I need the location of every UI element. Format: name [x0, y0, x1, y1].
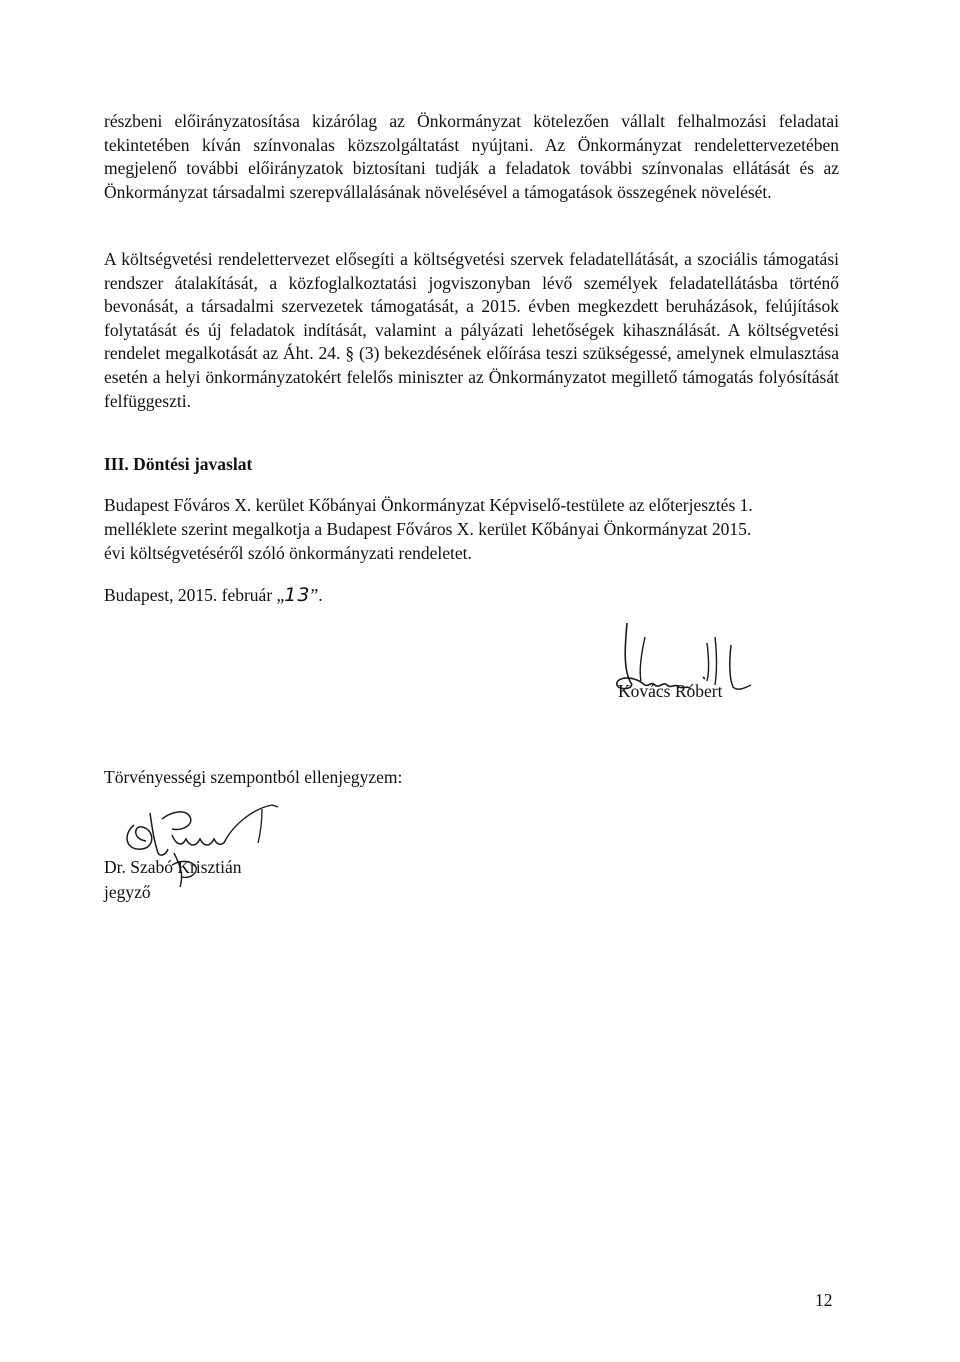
paragraph-2-text: A költségvetési rendelettervezet elősegíti a költségvetési szervek feladatellátását, a szociális támogatási rendszer átalakítását, a közfoglalkoztatási jogviszonyban lévő személyek feladatellátásba történő bevonását, a társadalmi szervezetek támogatását, a 2015. évben megkezdett beruházások, felújítások folytatását és új feladatok indítását, valamint a pályázati lehetőségek kihasználását. A költségvetési rendelet megalkotását az Áht. 24. § (3) bekezdésének előírása teszi szükségessé, amelynek elmulasztása esetén a helyi önkormányzatokért felelős miniszter az Önkormányzatot megillető támogatás folyósítását felfüggeszti. — [104, 249, 839, 411]
paragraph-budget — [104, 248, 839, 413]
paragraph-intro — [104, 110, 839, 204]
signer-2-name: Dr. Szabó Krisztián — [104, 857, 242, 877]
signer-2-title: jegyző — [104, 882, 151, 902]
paragraph-1-text: részbeni előirányzatosítása kizárólag az Önkormányzat kötelezően vállalt felhalmozási feladatai tekintetében kíván színvonalas közszolgáltatást nyújtani. Az Önkormányzat rendelettervezetében megjelenő további előirányzatok biztosítani tudják a feladatok további színvonalas ellátását és az Önkormányzat társadalmi szerepvállalásának növelésével a támogatások összegének növelését. — [104, 111, 839, 202]
signer-1-name: Kovács Róbert — [618, 681, 723, 701]
page-number: 12 — [815, 1290, 833, 1310]
proposal-line-1: Budapest Főváros X. kerület Kőbányai Önkormányzat Képviselő-testülete az előterjesztés 1. — [104, 495, 753, 515]
legal-note: Törvényességi szempontból ellenjegyzem: — [104, 767, 403, 787]
date-suffix: ”. — [310, 585, 323, 605]
section-heading: III. Döntési javaslat — [104, 454, 253, 474]
date-line — [104, 584, 323, 607]
date-handwritten: 13 — [284, 584, 311, 606]
date-prefix: Budapest, 2015. február „ — [104, 585, 285, 605]
proposal-line-3: évi költségvetéséről szóló önkormányzati rendeletet. — [104, 543, 472, 563]
proposal-line-2: melléklete szerint megalkotja a Budapest Főváros X. kerület Kőbányai Önkormányzat 2015. — [104, 519, 752, 539]
